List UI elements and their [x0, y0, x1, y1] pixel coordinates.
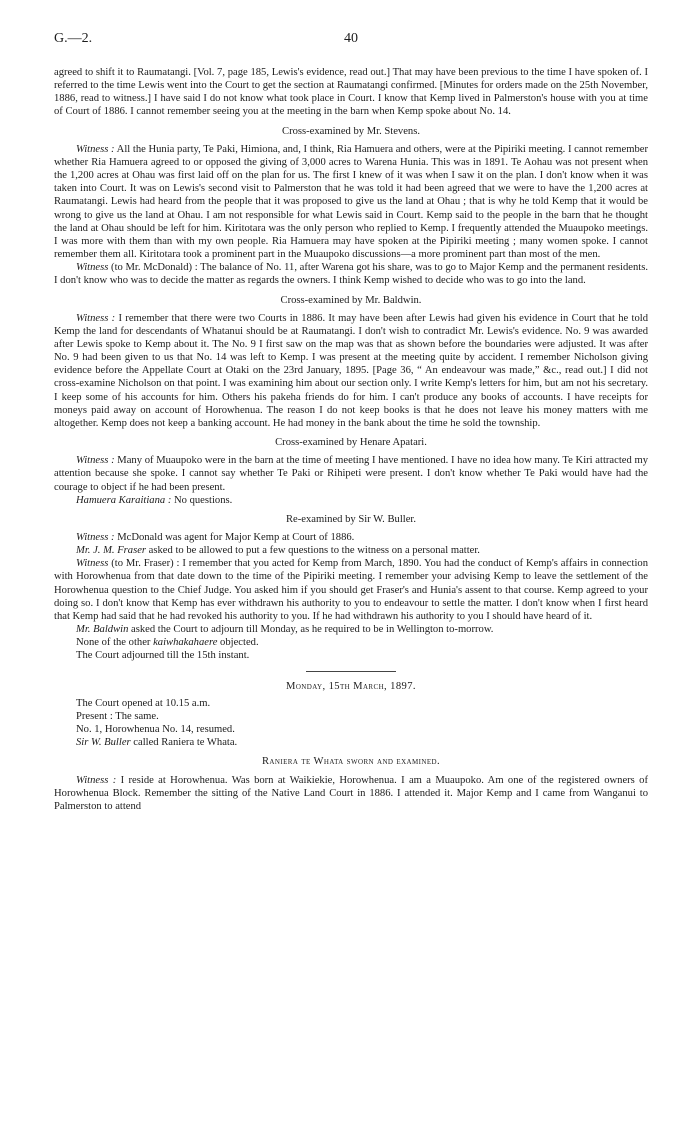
speaker-label: Hamuera Karaitiana :: [76, 494, 172, 506]
buller-paragraph-5: None of the other kaiwhakahaere objected.: [76, 637, 259, 649]
paragraph-text: asked to be allowed to put a few questions to the witness on a personal matter.: [146, 545, 480, 557]
stevens-paragraph-2: [54, 261, 648, 287]
monday-line-2: Present : The same.: [76, 710, 159, 722]
buller-paragraph-1: [54, 531, 648, 544]
term-kaiwhakahaere: kaiwhakahaere: [153, 637, 218, 649]
apatari-paragraph-1: [54, 454, 648, 493]
apatari-paragraph-2: [54, 494, 648, 507]
speaker-label: Witness :: [76, 312, 116, 324]
stevens-paragraph-1: [54, 143, 648, 261]
paragraph-text: I reside at Horowhenua. Was born at Waikiekie, Horowhenua. I am a Muaupoko. Am one of the registered owners of Horowhenua Block. Remember the sitting of the Native Land Court in 1886. I attended it. Major Kemp and I came from Wanganui to Palmerston to attend: [54, 774, 648, 812]
paragraph-text: I remember that there were two Courts in 1886. It may have been after Lewis had given his evidence in Court that he told Kemp the land for descendants of Whatanui should be at Raumatangi. I don't wish to contradict Mr. Lewis's evidence. No. 9 was awarded after Lewis spoke to Kemp about it. The No. 9 I first saw on the map was that as shown before the boundaries were adjusted. It was after No. 9 had been given to us that No. 14 was left to Kemp. I was present at the meeting quite by accident. I remember Nicholson giving evidence before the Appellate Court at Otaki on the 23rd January, 1895. [Page 36, “ An endeavour was made,” &c., read out.] I did not cross-examine Nicholson on that point. I was examining him about our section only. I write Kemp's letters for him, but am not his secretary. I keep some of his accounts for him. Others his pakeha friends do for him. I can't produce any books of accounts. I have receipts for moneys paid away on account of Horowhenua. The reason I do not keep books is that he does not leave his money matters with me altogether. Kemp does not keep a banking account. He had money in the bank about the time he sold the township.: [54, 312, 648, 429]
speaker-label: Witness :: [76, 143, 115, 155]
speaker-label: Sir W. Buller: [76, 737, 131, 749]
paragraph-text: (to Mr. Fraser) : I remember that you acted for Kemp from March, 1890. You had the conduct of Kemp's affairs in connection with Horowhenua from that date down to the time of the Pipiriki meeting. I remember your advising Kemp to leave the settlement of the Horowhenua question to the Chief Judge. You asked him if you should get Fraser's and Hunia's assent to that course. Kemp agreed to your doing so. I don't know that Kemp has ever withdrawn his authority to you to endeavour to settle the matter. I don't know when I first heard that Kemp had said that he had revoked his authority to you. If he had withdrawn his authority to you I should have heard of it.: [54, 558, 648, 622]
buller-paragraph-2: [54, 544, 648, 557]
paragraph-text: asked the Court to adjourn till Monday, as he required to be in Wellington to-morrow.: [128, 624, 494, 636]
heading-raniera-sworn: Raniera te Whata sworn and examined.: [261, 756, 441, 768]
monday-line-3: No. 1, Horowhenua No. 14, resumed.: [76, 724, 235, 736]
paragraph-text: called Raniera te Whata.: [130, 737, 238, 749]
buller-paragraph-3: [54, 557, 648, 623]
series-code: G.—2.: [54, 31, 93, 46]
speaker-label: Witness: [76, 262, 109, 274]
heading-reexam-buller: Re-examined by Sir W. Buller.: [285, 513, 417, 525]
paragraph-text: (to Mr. McDonald) : The balance of No. 11, after Warena got his share, was to go to Major Kemp and the permanent residents. I don't know who was to decide the matter as regards the owners. I think Kemp wished to decide who was to go into the land.: [54, 262, 648, 287]
raniera-paragraph-1: [54, 774, 648, 813]
monday-line-4: [54, 736, 648, 749]
paragraph-text: Many of Muaupoko were in the barn at the time of meeting I have mentioned. I have no idea how many. Te Kiri attracted my attention because she spoke. I cannot say whether Te Paki or Rihipeti were present. I don't know whether Te Paki would have had the courage to object if he had been present.: [54, 455, 648, 493]
session-date: Monday, 15th March, 1897.: [286, 680, 416, 692]
speaker-label: Witness: [76, 558, 109, 570]
paragraph-text: No questions.: [171, 494, 233, 506]
speaker-label: Witness :: [76, 774, 117, 786]
speaker-label: Witness :: [76, 532, 115, 543]
intro-paragraph: agreed to shift it to Raumatangi. [Vol. 7, page 185, Lewis's evidence, read out.] That may have been previous to the time I have spoken of. I referred to the time Lewis went into the Court to get the section at Raumatangi confirmed. [Minutes for orders made on the 25th November, 1886, read to witness.] I have said I do not know what took place in Court. I know that Kemp lived in Palmerston's house with you at time of Court of 1886. I cannot remember seeing you at the meeting in the barn when Kemp spoke about No. 14.: [54, 67, 648, 118]
paragraph-text: All the Hunia party, Te Paki, Himiona, and, I think, Ria Hamuera and others, were at the Pipiriki meeting. I cannot remember whether Ria Hamuera agreed to or opposed the giving of 3,000 acres to Warena Hunia. This was in 1891. Te Aohau was not present when the 1,200 acres at Ohau was first laid off on the plan for us. The first I knew of it was when I saw it on the plan. I don't know when it was taken into Court. It was on Lewis's second visit to Palmerston that he was told it had been agreed that we were to have the 1,200 acres at Raumatangi. Lewis had heard from the people that it was proposed to give us the land at Ohau ; that is why he told Kemp that it would be wrong to give us the land at Ohau. I am not responsible for what Lewis said in Court. Kemp said to the people in the barn that he thought the land at Ohau should be left for him. Kiritotara was the only person who replied to Kemp. I frequently attended the Muaupoko meetings. I was more with them than with my own people. Ria Hamuera may have spoken at the Pipiriki meeting ; many women spoke. I cannot remember them all. Kiritotara took a prominent part in the Muaupoko discussions—a more prominent part than most of the men.: [54, 143, 649, 261]
speaker-label: Mr. J. M. Fraser: [76, 545, 147, 557]
page-header: [54, 32, 648, 52]
heading-cross-stevens: Cross-examined by Mr. Stevens.: [282, 125, 420, 137]
page-number: 40: [344, 31, 358, 46]
buller-paragraph-6: The Court adjourned till the 15th instant.: [76, 650, 250, 662]
heading-cross-baldwin: Cross-examined by Mr. Baldwin.: [280, 294, 422, 306]
baldwin-paragraph-1: [54, 312, 648, 430]
buller-paragraph-4: [54, 623, 648, 636]
section-divider: [306, 671, 396, 672]
monday-line-1: The Court opened at 10.15 a.m.: [76, 697, 211, 709]
paragraph-text: McDonald was agent for Major Kemp at Court of 1886.: [114, 532, 355, 543]
heading-cross-apatari: Cross-examined by Henare Apatari.: [275, 437, 427, 449]
speaker-label: Mr. Baldwin: [76, 624, 129, 636]
speaker-label: Witness :: [76, 455, 115, 467]
